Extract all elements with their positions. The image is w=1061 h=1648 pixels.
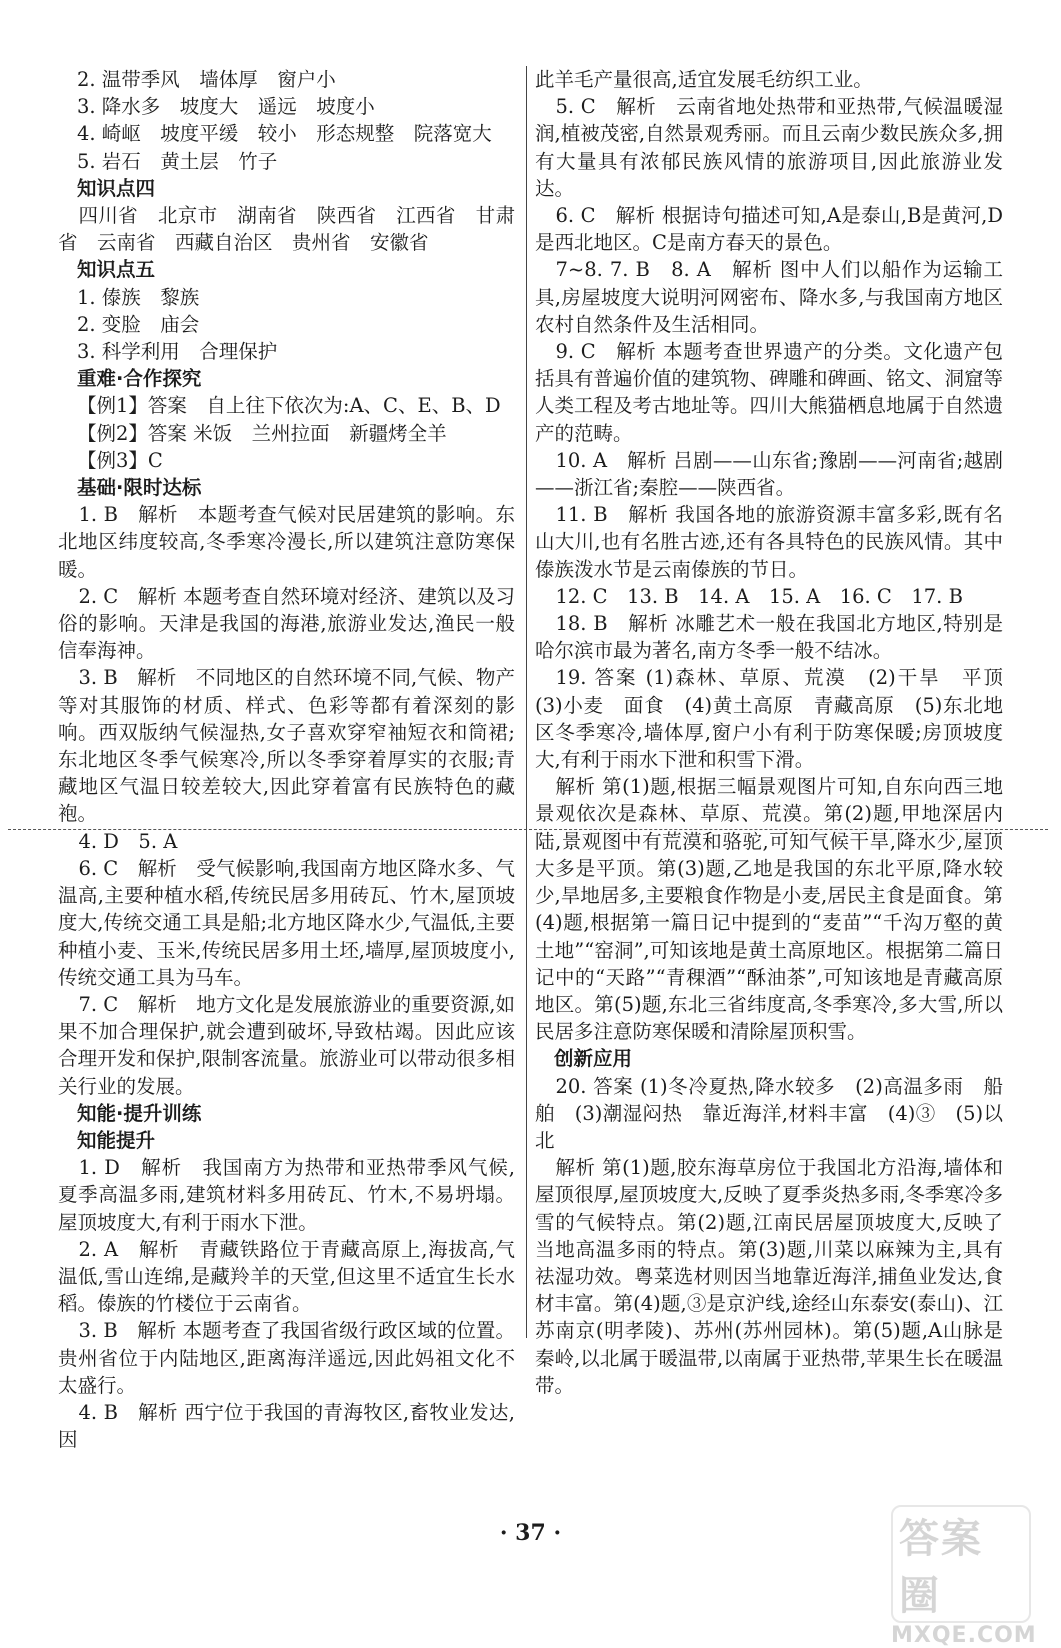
answer-paragraph: 1. B 解析 本题考查气候对民居建筑的影响。东北地区纬度较高,冬季寒冷漫长,所以建筑注意防寒保暖。 xyxy=(58,503,515,581)
section-heading: 知识点四 xyxy=(77,176,156,200)
section-heading: 知识点五 xyxy=(77,258,156,282)
column-divider xyxy=(526,66,527,1338)
answer-paragraph: 9. C 解析 本题考查世界遗产的分类。文化遗产包括具有普遍价值的建筑物、碑雕和碑画、铭文、洞窟等人类工程及考古地址等。四川大熊猫栖息地属于自然遗产的范畴。 xyxy=(535,340,1004,445)
answer-paragraph: 【例3】C xyxy=(77,448,163,472)
answer-paragraph: 2. C 解析 本题考查自然环境对经济、建筑以及习俗的影响。天津是我国的海港,旅游业发达,渔民一般信奉海神。 xyxy=(58,584,515,663)
answer-paragraph: 6. C 解析 根据诗句描述可知,A是泰山,B是黄河,D是西北地区。C是南方春天的景色。 xyxy=(535,204,1003,255)
answer-paragraph: 【例2】答案 米饭 兰州拉面 新疆烤全羊 xyxy=(77,421,447,445)
answer-paragraph: 3. 科学利用 合理保护 xyxy=(77,340,278,364)
page-number: · 37 · xyxy=(499,1520,562,1546)
answer-paragraph: 6. C 解析 受气候影响,我国南方地区降水多、气温高,主要种植水稻,传统民居多用砖瓦、竹木,屋顶坡度大,传统交通工具是船;北方地区降水少,气温低,主要种植小麦、玉米,传统民居多用土坯,墙厚,屋顶坡度小,传统交通工具为马车。 xyxy=(58,856,515,989)
watermark-logo xyxy=(891,1505,1037,1648)
answer-paragraph: 4. B 解析 西宁位于我国的青海牧区,畜牧业发达,因 xyxy=(58,1400,515,1452)
answer-paragraph: 4. 崎岖 坡度平缓 较小 形态规整 院落宽大 xyxy=(77,122,492,146)
left-column xyxy=(58,66,515,1453)
answer-paragraph: 20. 答案 (1)冬冷夏热,降水较多 (2)高温多雨 船舶 (3)潮湿闷热 靠近海洋,材料丰富 (4)③ (5)以北 xyxy=(535,1074,1003,1152)
answer-paragraph: 四川省 北京市 湖南省 陕西省 江西省 甘肃省 云南省 西藏自治区 贵州省 安徽省 xyxy=(58,204,515,255)
answer-paragraph: 4. D 5. A xyxy=(78,829,178,853)
answer-paragraph: 2. 温带季风 墙体厚 窗户小 xyxy=(77,68,336,91)
answer-paragraph: 10. A 解析 吕剧——山东省;豫剧——河南省;越剧——浙江省;秦腔——陕西省。 xyxy=(535,448,1003,500)
answer-paragraph: 5. 岩石 黄土层 竹子 xyxy=(77,149,278,173)
section-heading: 基础·限时达标 xyxy=(77,476,202,500)
answer-paragraph: 解析 第(1)题,胶东海草房位于我国北方沿海,墙体和屋顶很厚,屋顶坡度大,反映了夏季炎热多雨,冬季寒冷多雪的气候特点。第(2)题,江南民居屋顶坡度大,反映了当地高温多雨的特点。第(3)题,川菜以麻辣为主,具有祛湿功效。粤菜选材则因当地靠近海洋,捕鱼业发达,食材丰富。第(4)题,③是京沪线,途经山东泰安(泰山)、江苏南京(明孝陵)、苏州(苏州园林)。第(5)题,A山脉是秦岭,以北属于暖温带,以南属于亚热带,苹果生长在暖温带。 xyxy=(535,1156,1003,1397)
watermark-logo-text: 答案圈 xyxy=(891,1505,1031,1623)
section-heading: 重难·合作探究 xyxy=(77,367,202,391)
right-column xyxy=(535,66,1023,1399)
section-heading: 知能·提升训练 xyxy=(77,1101,202,1125)
answer-paragraph: 【例1】答案 自上往下依次为:A、C、E、B、D xyxy=(77,394,501,418)
answer-paragraph: 3. B 解析 本题考查了我国省级行政区域的位置。贵州省位于内陆地区,距离海洋遥远,因此妈祖文化不太盛行。 xyxy=(58,1319,515,1397)
section-heading: 创新应用 xyxy=(554,1047,633,1071)
answer-paragraph: 此羊毛产量很高,适宜发展毛纺织工业。 xyxy=(535,68,873,91)
answer-paragraph: 1. D 解析 我国南方为热带和亚热带季风气候,夏季高温多雨,建筑材料多用砖瓦、竹木,不易坍塌。屋顶坡度大,有利于雨水下泄。 xyxy=(58,1156,515,1234)
answer-paragraph: 7~8. 7. B 8. A 解析 图中人们以船作为运输工具,房屋坡度大说明河网密布、降水多,与我国南方地区农村自然条件及生活相同。 xyxy=(535,258,1003,336)
answer-paragraph: 5. C 解析 云南省地处热带和亚热带,气候温暖湿润,植被茂密,自然景观秀丽。而且云南少数民族众多,拥有大量具有浓郁民族风情的旅游项目,因此旅游业发达。 xyxy=(535,95,1003,200)
answer-paragraph: 7. C 解析 地方文化是发展旅游业的重要资源,如果不加合理保护,就会遭到破坏,导致枯竭。因此应该合理开发和保护,限制客流量。旅游业可以带动很多相关行业的发展。 xyxy=(58,992,515,1098)
answer-paragraph: 11. B 解析 我国各地的旅游资源丰富多彩,既有名山大川,也有名胜古迹,还有各具特色的民族风情。其中傣族泼水节是云南傣族的节日。 xyxy=(535,503,1003,581)
answer-paragraph: 1. 傣族 黎族 xyxy=(77,285,200,309)
watermark-url: MXQE.COM xyxy=(891,1623,1037,1648)
answer-paragraph: 12. C 13. B 14. A 15. A 16. C 17. B xyxy=(555,584,963,608)
answer-paragraph: 2. A 解析 青藏铁路位于青藏高原上,海拔高,气温低,雪山连绵,是藏羚羊的天堂,但这里不适宜生长水稻。傣族的竹楼位于云南省。 xyxy=(58,1237,515,1316)
answer-paragraph: 3. B 解析 不同地区的自然环境不同,气候、物产等对其服饰的材质、样式、色彩等都有着深刻的影响。西双版纳气候湿热,女子喜欢穿窄袖短衣和筒裙;东北地区冬季气候寒冷,所以冬季穿着厚实的衣服;青藏地区气温日较差较大,因此穿着富有民族特色的藏袍。 xyxy=(58,666,515,826)
answer-paragraph: 3. 降水多 坡度大 遥远 坡度小 xyxy=(77,95,375,119)
answer-paragraph: 19. 答案 (1)森林、草原、荒漠 (2)干旱 平顶 (3)小麦 面食 (4)黄土高原 青藏高原 (5)东北地区冬季寒冷,墙体厚,窗户小有利于防寒保暖;房顶坡度大,有利于雨水下泄和积雪下滑。 xyxy=(535,666,1023,772)
section-heading: 知能提升 xyxy=(77,1128,156,1152)
answer-paragraph: 2. 变脸 庙会 xyxy=(77,312,200,336)
answer-paragraph: 18. B 解析 冰雕艺术一般在我国北方地区,特别是哈尔滨市最为著名,南方冬季一般不结冰。 xyxy=(535,612,1003,663)
answer-paragraph: 解析 第(1)题,根据三幅景观图片可知,自东向西三地景观依次是森林、草原、荒漠。第(2)题,甲地深居内陆,景观图中有荒漠和骆驼,可知气候干旱,降水少,屋顶大多是平顶。第(3)题,乙地是我国的东北平原,降水较少,旱地居多,主要粮食作物是小麦,居民主食是面食。第(4)题,根据第一篇日记中提到的“麦苗”“千沟万壑的黄土地”“窑洞”,可知该地是黄土高原地区。根据第二篇日记中的“天路”“青稞酒”“酥油茶”,可知该地是青藏高原地区。第(5)题,东北三省纬度高,冬季寒冷,多大雪,所以民居多注意防寒保暖和清除屋顶积雪。 xyxy=(535,775,1003,1044)
